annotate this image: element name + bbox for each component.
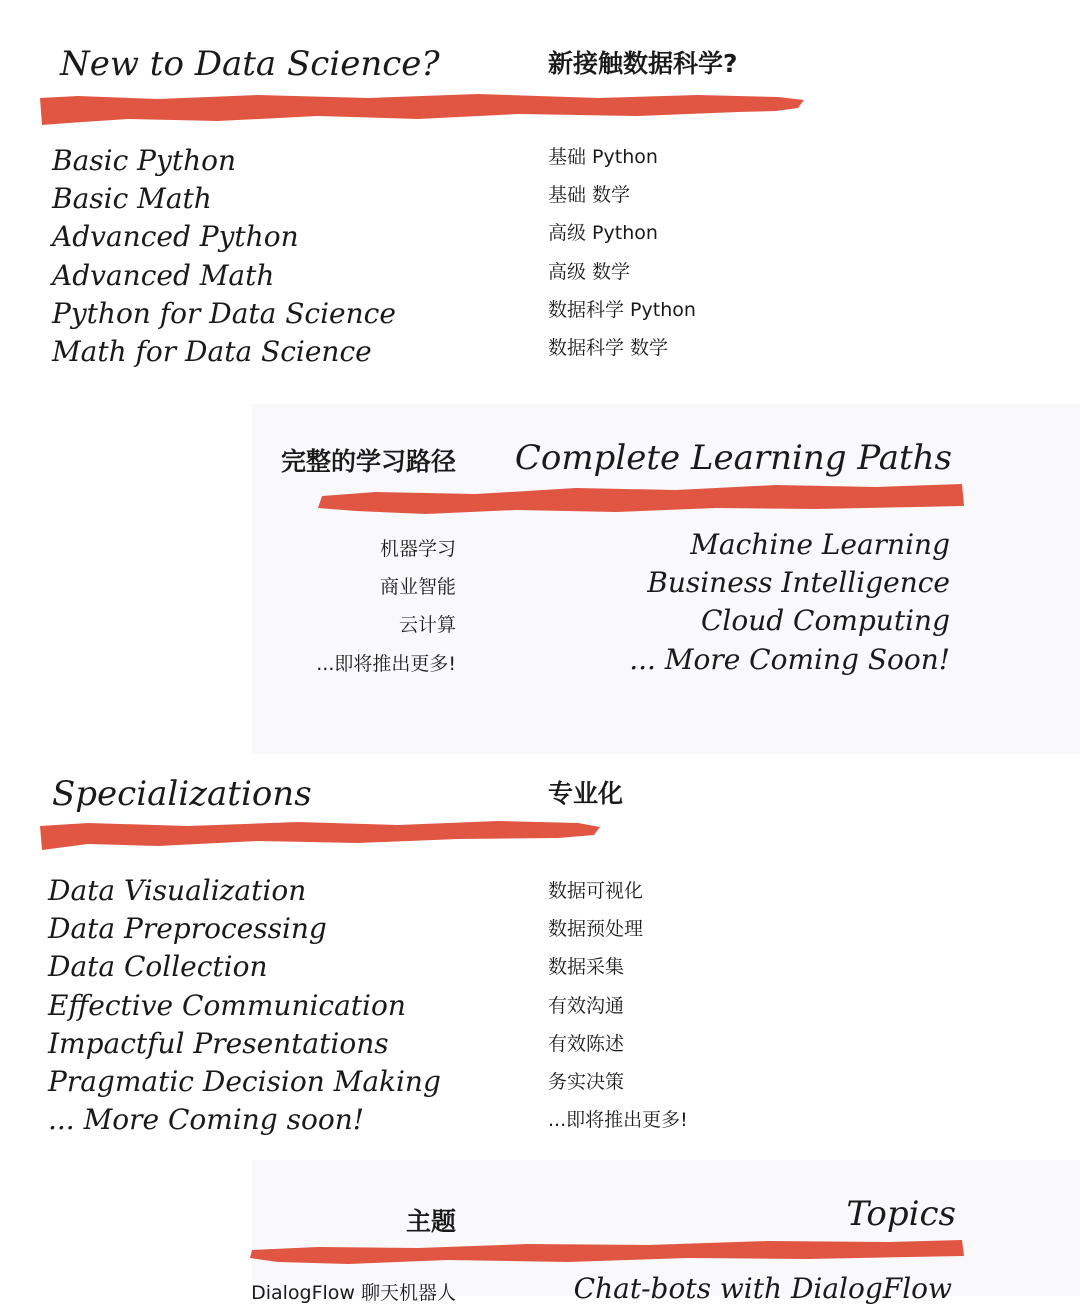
specialization-list-en [48, 872, 441, 1139]
list-item[interactable]: 基础 Python [548, 146, 658, 168]
list-item[interactable]: 机器学习 [379, 538, 456, 560]
list-item[interactable]: 有效沟通 [548, 994, 625, 1017]
section-title-zh: 完整的学习路径 [280, 447, 456, 476]
section-title-en: Topics [846, 1194, 956, 1234]
section-title-zh: 专业化 [548, 779, 624, 808]
list-item[interactable]: ... More Coming soon! [48, 1103, 364, 1137]
list-item[interactable]: 数据预处理 [548, 918, 644, 941]
topic-list-zh [251, 1274, 456, 1312]
list-item[interactable]: Machine Learning [690, 528, 950, 561]
list-item[interactable]: 数据可视化 [548, 880, 644, 902]
list-item[interactable]: 商业智能 [379, 576, 456, 599]
section-title-zh: 主题 [405, 1207, 456, 1236]
section-title-en: Complete Learning Paths [514, 438, 952, 478]
section-title-en: Specializations [52, 774, 312, 814]
list-item[interactable]: 务实决策 [548, 1070, 625, 1093]
list-item[interactable]: Advanced Math [52, 258, 275, 292]
list-item[interactable]: Math for Data Science [52, 334, 372, 368]
list-item[interactable]: Basic Python [52, 144, 237, 177]
brush-stroke-divider [248, 1238, 966, 1268]
path-list-zh [316, 530, 456, 683]
topic-list-en [52, 142, 396, 371]
list-item[interactable]: Python for Data Science [52, 296, 396, 330]
list-item[interactable]: Data Collection [48, 950, 268, 984]
list-item[interactable]: Chat-bots with DialogFlow [573, 1272, 952, 1305]
list-item[interactable]: Business Intelligence [647, 566, 950, 600]
list-item[interactable]: 数据科学 数学 [548, 336, 669, 359]
list-item[interactable]: 高级 数学 [548, 260, 631, 283]
list-item[interactable]: Effective Communication [48, 988, 406, 1022]
list-item[interactable]: Pragmatic Decision Making [48, 1064, 441, 1098]
path-list-en [629, 526, 950, 679]
list-item[interactable]: DialogFlow 聊天机器人 [251, 1282, 456, 1304]
list-item[interactable]: Data Visualization [48, 874, 307, 907]
list-item[interactable]: ...即将推出更多! [316, 652, 456, 675]
list-item[interactable]: 数据科学 Python [548, 298, 696, 321]
brush-stroke-divider [38, 92, 808, 128]
list-item[interactable]: Basic Math [52, 182, 212, 216]
topic-list-zh [548, 138, 696, 367]
list-item[interactable]: 有效陈述 [548, 1032, 625, 1055]
list-item[interactable]: 高级 Python [548, 222, 658, 245]
list-item[interactable]: 基础 数学 [548, 184, 631, 207]
brush-stroke-divider [38, 818, 604, 854]
list-item[interactable]: Impactful Presentations [48, 1026, 389, 1060]
list-item[interactable]: Advanced Python [52, 220, 299, 254]
list-item[interactable]: 数据采集 [548, 956, 625, 979]
list-item[interactable]: ... More Coming Soon! [629, 642, 950, 676]
specialization-list-zh [548, 872, 688, 1139]
section-title-en: New to Data Science? [60, 44, 440, 84]
list-item[interactable]: ...即将推出更多! [548, 1109, 688, 1132]
list-item[interactable]: 云计算 [398, 614, 456, 637]
brush-stroke-divider [316, 482, 966, 518]
section-title-zh: 新接触数据科学? [548, 49, 738, 78]
list-item[interactable]: Data Preprocessing [48, 912, 327, 946]
topic-list-en [574, 1270, 952, 1308]
list-item[interactable]: Cloud Computing [700, 604, 950, 638]
